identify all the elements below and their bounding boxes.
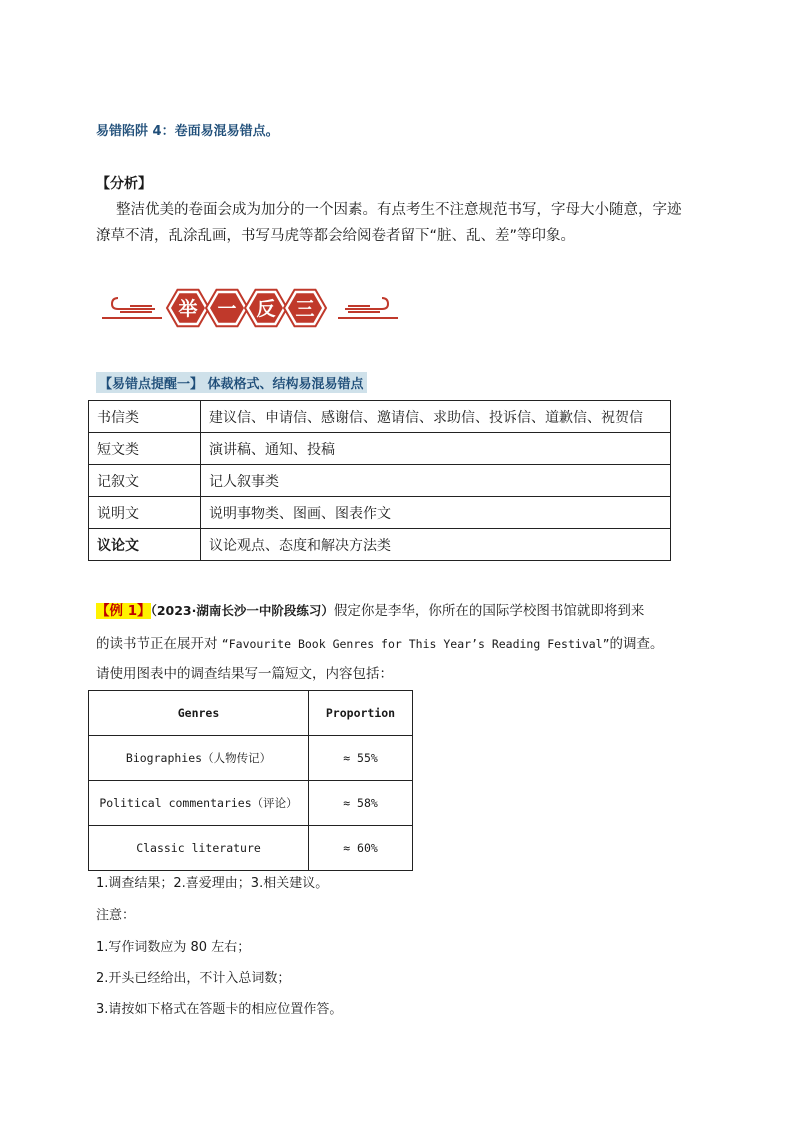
table-row <box>89 401 671 433</box>
table-row <box>89 465 671 497</box>
example-tag: 【例 1】 <box>96 603 151 619</box>
genre-cell: Biographies（人物传记） <box>89 736 309 781</box>
example-line-2 <box>96 634 696 654</box>
example-source: （2023·湖南长沙一中阶段练习） <box>150 603 334 618</box>
column-header: Genres <box>89 691 309 736</box>
category-cell: 议论文 <box>89 529 201 561</box>
note-item: 3.请按如下格式在答题卡的相应位置作答。 <box>96 1002 343 1017</box>
example-text: 的调查。 <box>609 636 664 652</box>
table-row <box>89 736 413 781</box>
category-cell: 书信类 <box>89 401 201 433</box>
items-cell: 议论观点、态度和解决方法类 <box>201 529 671 561</box>
items-cell: 说明事物类、图画、图表作文 <box>201 497 671 529</box>
note-item: 1.写作词数应为 80 左右； <box>96 940 251 955</box>
category-cell: 记叙文 <box>89 465 201 497</box>
table-row <box>89 781 413 826</box>
example-line-3: 请使用图表中的调查结果写一篇短文，内容包括： <box>96 666 393 682</box>
note-item: 2.开头已经给出，不计入总词数； <box>96 971 291 986</box>
proportion-cell: ≈ 55% <box>309 736 413 781</box>
banner-char: 三 <box>295 298 315 320</box>
analysis-heading: 【分析】 <box>96 176 152 192</box>
proportion-cell: ≈ 60% <box>309 826 413 871</box>
genre-cell: Political commentaries（评论） <box>89 781 309 826</box>
table-row <box>89 433 671 465</box>
survey-title: “Favourite Book Genres for This Year’s Reading Festival” <box>221 637 610 651</box>
banner-char: 反 <box>256 298 276 320</box>
category-cell: 短文类 <box>89 433 201 465</box>
table-row <box>89 497 671 529</box>
items-cell: 演讲稿、通知、投稿 <box>201 433 671 465</box>
notes-heading: 注意： <box>96 908 136 923</box>
table-header-row <box>89 691 413 736</box>
table-row <box>89 529 671 561</box>
survey-table <box>88 690 413 871</box>
example-line-1 <box>96 601 696 621</box>
analysis-body: 整洁优美的卷面会成为加分的一个因素。有点考生不注意规范书写，字母大小随意，字迹潦草不清，乱涂乱画，书写马虎等都会给阅卷者留下“脏、乱、差”等印象。 <box>96 202 682 244</box>
genre-cell: Classic literature <box>89 826 309 871</box>
tip-heading: 【易错点提醒一】 体裁格式、结构易混易错点 <box>96 372 367 393</box>
banner-char: 一 <box>217 298 237 320</box>
proportion-cell: ≈ 58% <box>309 781 413 826</box>
trap-title: 易错陷阱 4：卷面易混易错点。 <box>96 124 279 139</box>
example-text: 假定你是李华，你所在的国际学校图书馆就即将到来 <box>333 603 645 619</box>
genre-category-table <box>88 400 671 561</box>
column-header: Proportion <box>309 691 413 736</box>
requirements-line: 1.调查结果；2.喜爱理由；3.相关建议。 <box>96 876 329 891</box>
example-banner <box>100 282 400 334</box>
items-cell: 记人叙事类 <box>201 465 671 497</box>
table-row <box>89 826 413 871</box>
category-cell: 说明文 <box>89 497 201 529</box>
banner-char: 举 <box>178 298 198 320</box>
items-cell: 建议信、申请信、感谢信、邀请信、求助信、投诉信、道歉信、祝贺信 <box>201 401 671 433</box>
example-text: 的读书节正在展开对 <box>96 636 222 652</box>
